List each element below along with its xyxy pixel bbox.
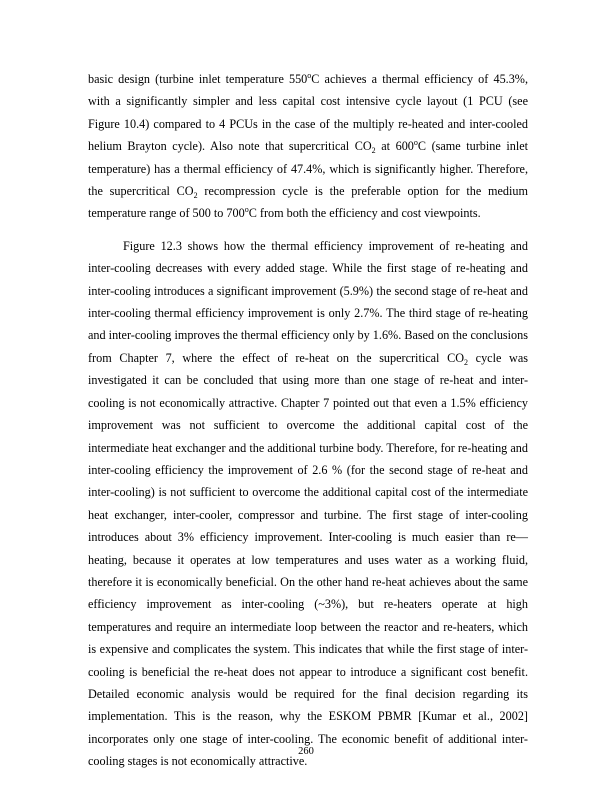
paragraph-text: basic design (turbine inlet temperature 550 <box>88 72 308 86</box>
degree-superscript: o <box>307 71 312 80</box>
paragraph-text: C from both the efficiency and cost viewpoints. <box>248 206 481 221</box>
paragraph-text: C (same turbine inlet temperature) has a thermal efficiency of 47.4%, which is significantly higher. Therefore, the supercritical CO <box>88 139 529 199</box>
subscript: 2 <box>371 146 376 156</box>
page-number: 260 <box>298 746 314 757</box>
paragraph-text: cycle was investigated it can be concluded that using more than one stage of re-heat and inter-cooling is not economically attractive. Chapter 7 pointed out that even a 1.5% efficiency improvement was not sufficient to overcome the additional capital cost of the intermediate heat exchanger and the additional turbine body. Therefore, for re-heating and inter-cooling efficiency the improvement of 2.6 % (for the second stage of re-heat and inter-cooling) is not sufficient to overcome the additional capital cost of the intermediate heat exchanger, inter-cooler, compressor and turbine. The first stage of inter-cooling introduces about 3% efficiency improvement. Inter-cooling is much easier than re—heating, because it operates at low temperatures and uses water as a working fluid, therefore it is economically beneficial. On the other hand re-heat achieves about the same efficiency improvement as inter-cooling (~3%), but re-heaters operate at high temperatures and require an intermediate loop between the reactor and re-heaters, which is expensive and complicates the system. This indicates that while the first stage of inter-cooling is beneficial the re-heat does not appear to introduce a significant cost benefit. Detailed economic analysis would be required for the final decision regarding its implementation. This is the reason, why the ESKOM PBMR [Kumar et al., 2002] incorporates only one stage of inter-cooling. The economic benefit of additional inter-cooling stages is not economically attractive. <box>88 350 528 769</box>
paragraph-text: Figure 12.3 shows how the thermal efficiency improvement of re-heating and inter-cooling decreases with every added stage. While the first stage of re-heating and inter-cooling introduces a significant improvement (5.9%) the second stage of re-heat and inter-cooling thermal efficiency improvement is only 2.7%. The third stage of re-heating and inter-cooling improves the thermal efficiency only by 1.6%. Based on the conclusions from Chapter 7, where the effect of re-heat on the supercritical CO <box>88 238 528 365</box>
paragraph-continued <box>88 68 528 225</box>
page-body <box>88 68 528 773</box>
paragraph-text: at 600 <box>375 139 414 154</box>
subscript: 2 <box>464 357 469 367</box>
subscript: 2 <box>193 191 198 201</box>
paragraph-figure-discussion <box>88 235 528 773</box>
paragraph-text: C achieves a thermal efficiency of 45.3%, with a significantly simpler and less capital cost intensive cycle layout (1 PCU (see Figure 10.4) compared to 4 PCUs in the case of the multiply re-heated and inter-cooled helium Brayton cycle). Also note that supercritical CO <box>88 72 529 154</box>
degree-superscript: o <box>244 205 249 215</box>
degree-superscript: o <box>413 138 418 148</box>
paragraph-text: recompression cycle is the preferable option for the medium temperature range of 500 to 700 <box>88 184 528 221</box>
